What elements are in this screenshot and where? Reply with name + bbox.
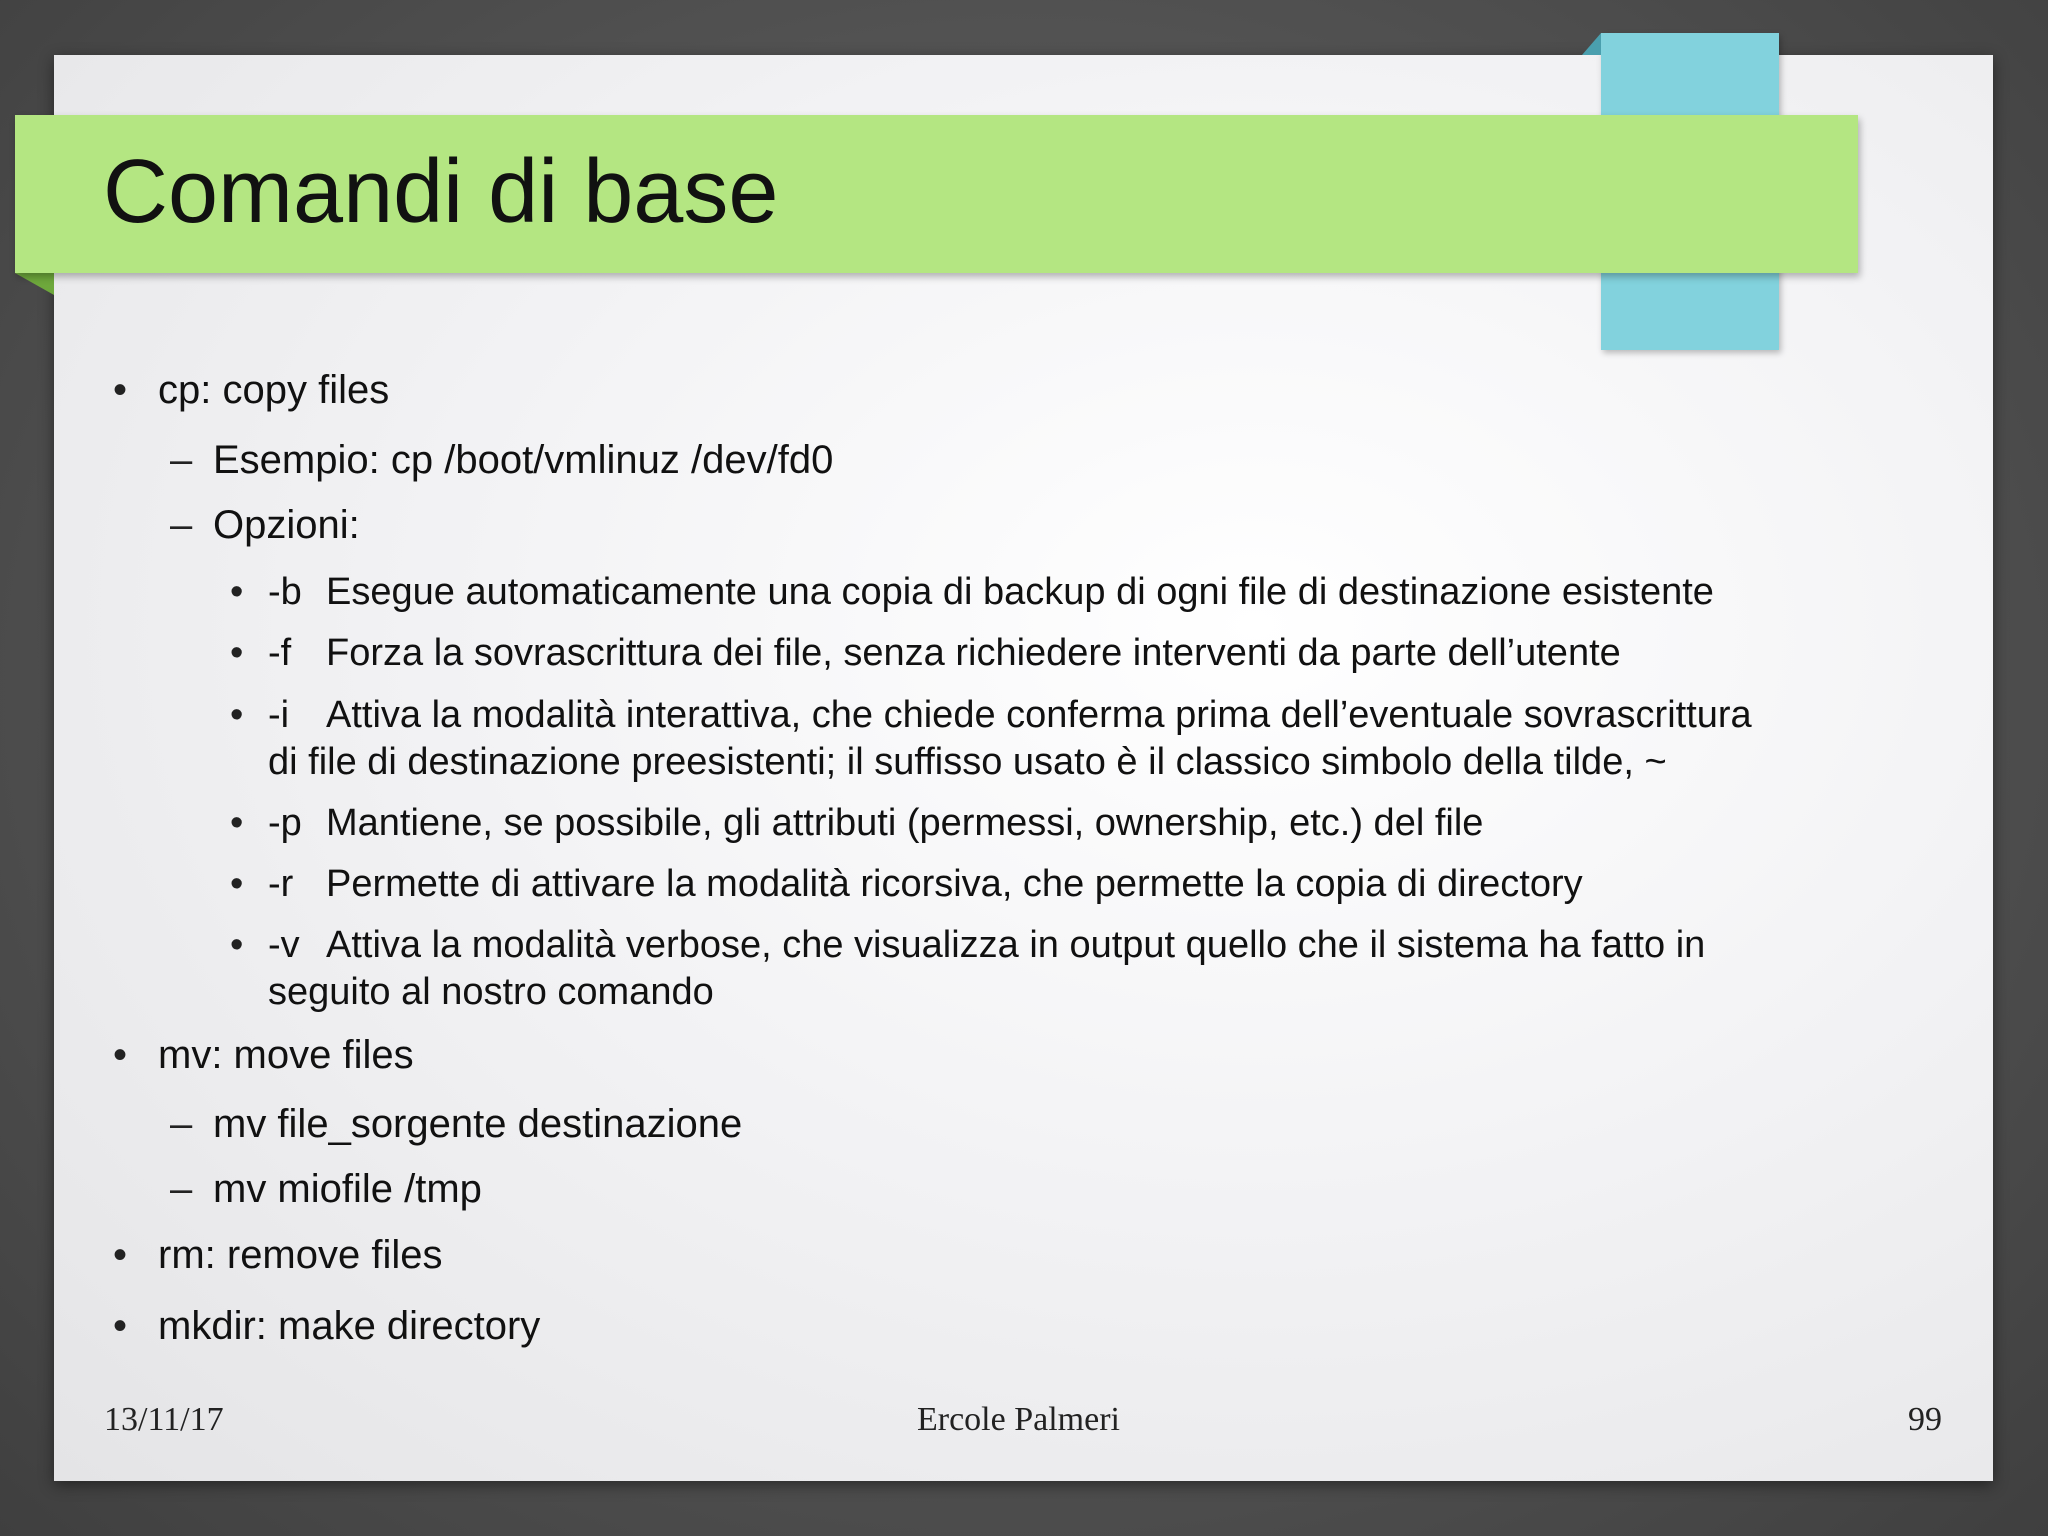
option-flag: -r [268,863,294,905]
bullet-text: cp: copy files [158,368,390,412]
sub-bullet-text: Opzioni: [213,503,360,547]
bullet-marker: • [230,924,244,966]
option-description: Attiva la modalità interattiva, che chiede conferma prima dell’eventuale sovrascrittura [326,694,1752,736]
option-description: Permette di attivare la modalità ricorsiva, che permette la copia di directory [326,863,1583,905]
option-description: Mantiene, se possibile, gli attributi (permessi, ownership, etc.) del file [326,802,1484,844]
option-flag: -i [268,694,290,736]
sub-bullet-text: mv miofile /tmp [213,1167,482,1211]
footer-date: 13/11/17 [104,1401,224,1438]
title-band [15,115,1858,273]
bullet-marker: • [113,1033,128,1077]
option-description: Forza la sovrascrittura dei file, senza richiedere interventi da parte dell’utente [326,632,1621,674]
bullet-marker: • [230,632,244,674]
accent-tab-fold [1582,33,1601,55]
bullet-marker: • [113,1233,128,1277]
bullet-marker: • [113,1304,128,1348]
dash-marker: – [170,503,193,547]
option-description: Attiva la modalità verbose, che visualizza in output quello che il sistema ha fatto in [326,924,1706,966]
dash-marker: – [170,1102,193,1146]
sub-bullet-text: mv file_sorgente destinazione [213,1102,743,1146]
option-description: Esegue automaticamente una copia di backup di ogni file di destinazione esistente [326,571,1714,613]
bullet-text: mkdir: make directory [158,1304,541,1348]
option-description-continued: seguito al nostro comando [268,971,714,1013]
dash-marker: – [170,438,193,482]
option-description-continued: di file di destinazione preesistenti; il suffisso usato è il classico simbolo della tilde, ~ [268,741,1667,783]
option-flag: -v [268,924,300,966]
slide-title: Comandi di base [103,142,779,242]
bullet-marker: • [230,863,244,905]
bullet-marker: • [230,694,244,736]
sub-bullet-text: Esempio: cp /boot/vmlinuz /dev/fd0 [213,438,834,482]
title-band-fold [15,273,54,295]
footer-author: Ercole Palmeri [917,1401,1120,1438]
bullet-text: mv: move files [158,1033,414,1077]
option-flag: -f [268,632,292,674]
bullet-marker: • [113,368,128,412]
bullet-marker: • [230,571,244,613]
option-flag: -p [268,802,302,844]
bullet-marker: • [230,802,244,844]
footer-page-number: 99 [1908,1401,1942,1438]
option-flag: -b [268,571,302,613]
dash-marker: – [170,1167,193,1211]
bullet-text: rm: remove files [158,1233,443,1277]
